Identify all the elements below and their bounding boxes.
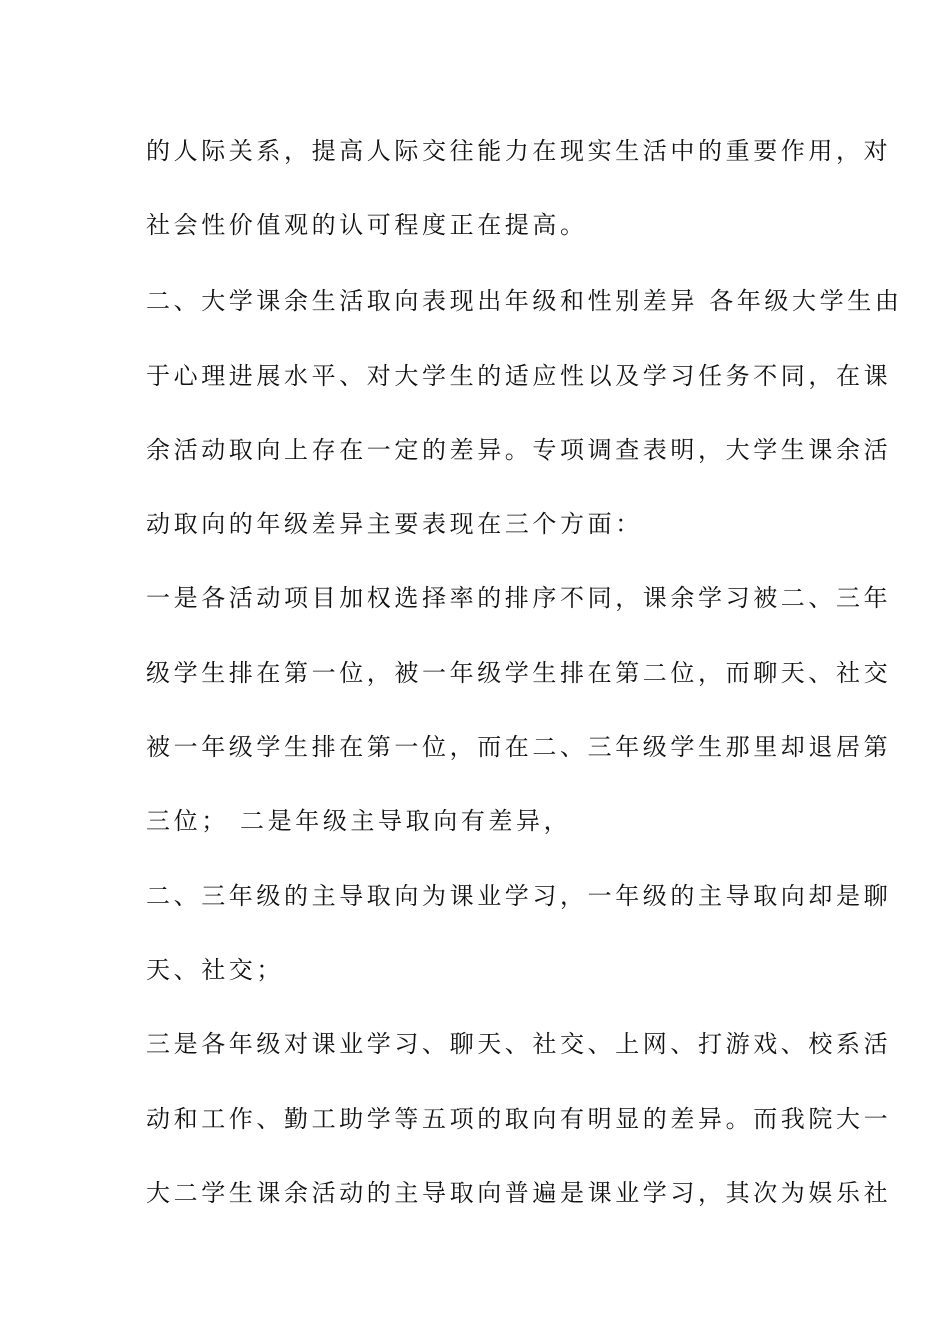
text-line: 动取向的年级差异主要表现在三个方面： [146, 510, 643, 538]
text-line: 社会性价值观的认可程度正在提高。 [146, 211, 588, 239]
text-line: 余活动取向上存在一定的差异。专项调查表明，大学生课余活 [146, 436, 892, 464]
text-line: 三是各年级对课业学习、聊天、社交、上网、打游戏、校系活 [146, 1030, 892, 1058]
text-line: 三位； 二是年级主导取向有差异， [146, 807, 572, 835]
text-line: 于心理进展水平、对大学生的适应性以及学习任务不同，在课 [146, 362, 892, 390]
text-line: 被一年级学生排在第一位，而在二、三年级学生那里却退居第 [146, 733, 892, 761]
text-line: 天、社交； [146, 956, 284, 984]
text-line: 二、三年级的主导取向为课业学习，一年级的主导取向却是聊 [146, 882, 892, 910]
text-line: 级学生排在第一位，被一年级学生排在第二位，而聊天、社交 [146, 659, 892, 687]
text-line: 大二学生课余活动的主导取向普遍是课业学习，其次为娱乐社 [146, 1179, 892, 1207]
text-line: 动和工作、勤工助学等五项的取向有明显的差异。而我院大一 [146, 1105, 892, 1133]
section-heading-line: 二、大学课余生活取向表现出年级和性别差异 各年级大学生由 [146, 287, 903, 315]
text-line: 一是各活动项目加权选择率的排序不同，课余学习被二、三年 [146, 584, 892, 612]
text-line: 的人际关系，提高人际交往能力在现实生活中的重要作用，对 [146, 137, 892, 165]
